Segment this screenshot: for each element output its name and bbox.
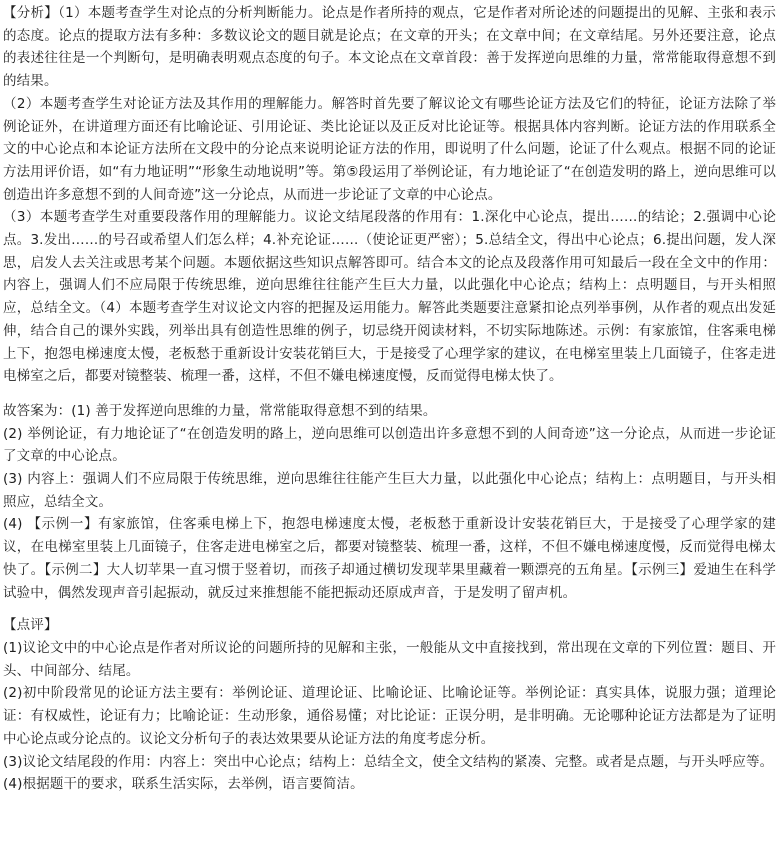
comment-line-2: (2)初中阶段常见的论证方法主要有：举例论证、道理论证、比喻论证、比喻论证等。举例论证：真实具体，说服力强；道理论证：有权威性，论证有力；比喻论证：生动形象，通俗易懂；对比论证：正误分明，是非明确。无论哪种论证方法都是为了证明中心论点或分论点的。议论文分析句子的表达效果要从论证方法的角度考虑分析。	[3, 685, 776, 747]
analysis-paragraph-3: （3）本题考查学生对重要段落作用的理解能力。议论文结尾段落的作用有：1.深化中心论点，提出……的结论；2.强调中心论点。3.发出……的号召或希望人们怎么样；4.补充论证……（使论证更严密）；5.总结全文，得出中心论点；6.提出问题，发人深思，启发人去关注或思考某个问题。本题依据这些知识点解答即可。结合本文的论点及段落作用可知最后一段在全文中的作用：内容上，强调人们不应局限于传统思维，逆向思维往往能产生巨大力量，以此强化中心论点；结构上：点明题目，与开头相照应，总结全文。（4）本题考查学生对议论文内容的把握及运用能力。解答此类题要注意紧扣论点列举事例，从作者的观点出发延伸，结合自己的课外实践，列举出具有创造性思维的例子，切忌绕开阅读材料，不切实际地陈述。示例：有家旅馆，住客乘电梯上下，抱怨电梯速度太慢，老板愁于重新设计安装花销巨大，于是接受了心理学家的建议，在电梯室里装上几面镜子，住客走进电梯室之后，都要对镜整装、梳理一番，这样，不但不嫌电梯速度慢，反而觉得电梯太快了。	[3, 209, 776, 385]
spacer	[3, 604, 776, 614]
comment-section	[3, 614, 776, 796]
analysis-paragraph-2: （2）本题考查学生对论证方法及其作用的理解能力。解答时首先要了解议论文有哪些论证方法及它们的特征，论证方法除了举例论证外，在讲道理方面还有比喻论证、引用论证、类比论证以及正反对比论证等。根据具体内容判断。论证方法的作用联系全文的中心论点和本论证方法所在文段中的分论点来说明论证方法的作用，即说明了什么问题，论证了什么观点。根据不同的论证方法用评价语，如“有力地证明”“形象生动地说明”等。第⑤段运用了举例论证，有力地论证了“在创造发明的路上，逆向思维可以创造出许多意想不到的人间奇迹”这一分论点，从而进一步论证了文章的中心论点。	[3, 95, 776, 203]
answer-line-3: (3) 内容上：强调人们不应局限于传统思维，逆向思维往往能产生巨大力量，以此强化中心论点；结构上：点明题目，与开头相照应，总结全文。	[3, 471, 776, 510]
spacer	[3, 388, 776, 400]
analysis-paragraph-1: 【分析】（1）本题考查学生对论点的分析判断能力。论点是作者所持的观点，它是作者对所论述的问题提出的见解、主张和表示的态度。论点的提取方法有多种：多数议论文的题目就是论点；在文章的开头；在文章中间；在文章结尾。另外还要注意，论点的表述往往是一个判断句，是明确表明观点态度的句子。本文论点在文章首段：善于发挥逆向思维的力量，常常能取得意想不到的结果。	[3, 5, 776, 90]
comment-line-3: (3)议论文结尾段的作用：内容上：突出中心论点；结构上：总结全文，使全文结构的紧凑、完整。或者是点题，与开头呼应等。	[3, 753, 774, 770]
analysis-section	[3, 2, 776, 388]
comment-line-1: (1)议论文中的中心论点是作者对所议论的问题所持的见解和主张，一般能从文中直接找到，常出现在文章的下列位置：题目、开头、中间部分、结尾。	[3, 639, 776, 679]
answer-line-1: 故答案为：(1) 善于发挥逆向思维的力量，常常能取得意想不到的结果。	[3, 402, 437, 419]
comment-title: 【点评】	[3, 617, 58, 634]
comment-line-4: (4)根据题干的要求，联系生活实际，去举例，语言要简洁。	[3, 776, 364, 793]
answer-section	[3, 400, 776, 604]
answer-line-4: (4) 【示例一】有家旅馆，住客乘电梯上下，抱怨电梯速度太慢，老板愁于重新设计安装花销巨大，于是接受了心理学家的建议，在电梯室里装上几面镜子，住客走进电梯室之后，都要对镜整装、梳理一番，这样，不但不嫌电梯速度慢，反而觉得电梯太快了。【示例二】大人切苹果一直习惯于竖着切，而孩子却通过横切发现苹果里藏着一颗漂亮的五角星。【示例三】爱迪生在科学试验中，偶然发现声音引起振动，就反过来推想能不能把振动还原成声音，于是发明了留声机。	[3, 516, 776, 601]
answer-line-2: (2) 举例论证，有力地论证了“在创造发明的路上，逆向思维可以创造出许多意想不到的人间奇迹”这一分论点，从而进一步论证了文章的中心论点。	[3, 425, 776, 465]
